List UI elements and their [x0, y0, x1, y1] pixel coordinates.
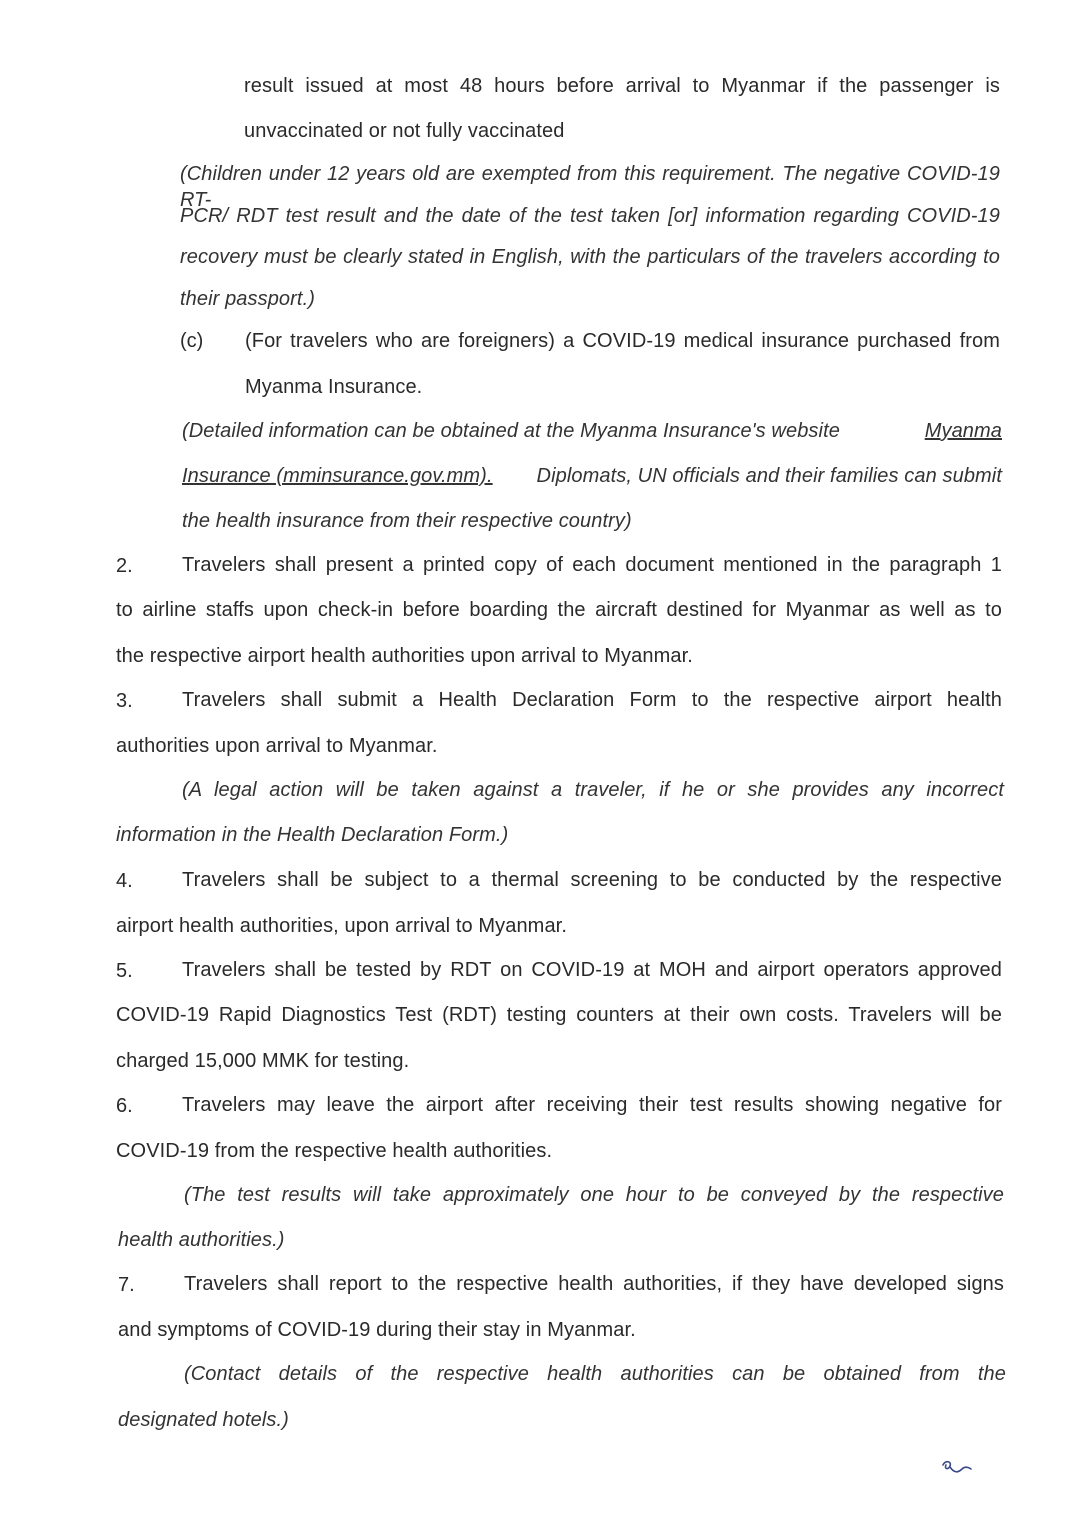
note-line: (The test results will take approximately one hour to be conveyed by the respective [184, 1184, 1004, 1206]
paragraph-number: 6. [116, 1095, 133, 1117]
body-line: charged 15,000 MMK for testing. [116, 1050, 410, 1072]
note-text: (Detailed information can be obtained at the Myanma Insurance's website [182, 420, 840, 442]
note-line: health authorities.) [118, 1229, 285, 1251]
body-line: authorities upon arrival to Myanmar. [116, 735, 438, 757]
body-line: Travelers shall be tested by RDT on COVID-19 at MOH and airport operators approved [182, 959, 1002, 981]
note-line [182, 418, 1002, 444]
body-line: the respective airport health authorities upon arrival to Myanmar. [116, 645, 693, 667]
paragraph-number: 7. [118, 1274, 135, 1296]
note-line: (A legal action will be taken against a traveler, if he or she provides any incorrect [182, 779, 1004, 801]
note-line: (Children under 12 years old are exempted from this requirement. The negative COVID-19 RT- [180, 163, 1000, 211]
paragraph-number: 5. [116, 960, 133, 982]
body-line: to airline staffs upon check-in before boarding the aircraft destined for Myanmar as well as to [116, 599, 1002, 621]
insurance-link[interactable]: Insurance (mminsurance.gov.mm). [182, 465, 493, 487]
paragraph-number: 4. [116, 870, 133, 892]
insurance-link[interactable]: Myanma [924, 420, 1002, 442]
item-label: (c) [180, 330, 204, 352]
body-line: (For travelers who are foreigners) a COVID-19 medical insurance purchased from [245, 330, 1000, 352]
body-line: COVID-19 from the respective health authorities. [116, 1140, 553, 1162]
body-line: Travelers shall submit a Health Declaration Form to the respective airport health [182, 689, 1002, 711]
note-line [182, 463, 1002, 489]
paragraph-number: 3. [116, 690, 133, 712]
note-line: information in the Health Declaration Form.) [116, 824, 509, 846]
note-text: Diplomats, UN officials and their families can submit [536, 465, 1002, 487]
body-line: Myanma Insurance. [245, 376, 423, 398]
note-line: (Contact details of the respective health authorities can be obtained from the [184, 1363, 1006, 1385]
body-line: Travelers shall report to the respective health authorities, if they have developed signs [184, 1273, 1004, 1295]
body-line: Travelers shall be subject to a thermal screening to be conducted by the respective [182, 869, 1002, 891]
body-line: result issued at most 48 hours before arrival to Myanmar if the passenger is [244, 75, 1000, 97]
body-line: unvaccinated or not fully vaccinated [244, 120, 565, 142]
body-line: Travelers may leave the airport after receiving their test results showing negative for [182, 1094, 1002, 1116]
body-line: and symptoms of COVID-19 during their stay in Myanmar. [118, 1319, 636, 1341]
note-line: PCR/ RDT test result and the date of the test taken [or] information regarding COVID-19 [180, 205, 1000, 227]
note-line: designated hotels.) [118, 1409, 289, 1431]
handwritten-page-mark [940, 1458, 974, 1478]
body-line: Travelers shall present a printed copy of each document mentioned in the paragraph 1 [182, 554, 1002, 576]
note-line: recovery must be clearly stated in English, with the particulars of the travelers according to [180, 246, 1000, 268]
body-line: airport health authorities, upon arrival to Myanmar. [116, 915, 567, 937]
note-line: the health insurance from their respective country) [182, 510, 632, 532]
body-line: COVID-19 Rapid Diagnostics Test (RDT) testing counters at their own costs. Travelers will be [116, 1004, 1002, 1026]
paragraph-number: 2. [116, 555, 133, 577]
note-line: their passport.) [180, 288, 315, 310]
